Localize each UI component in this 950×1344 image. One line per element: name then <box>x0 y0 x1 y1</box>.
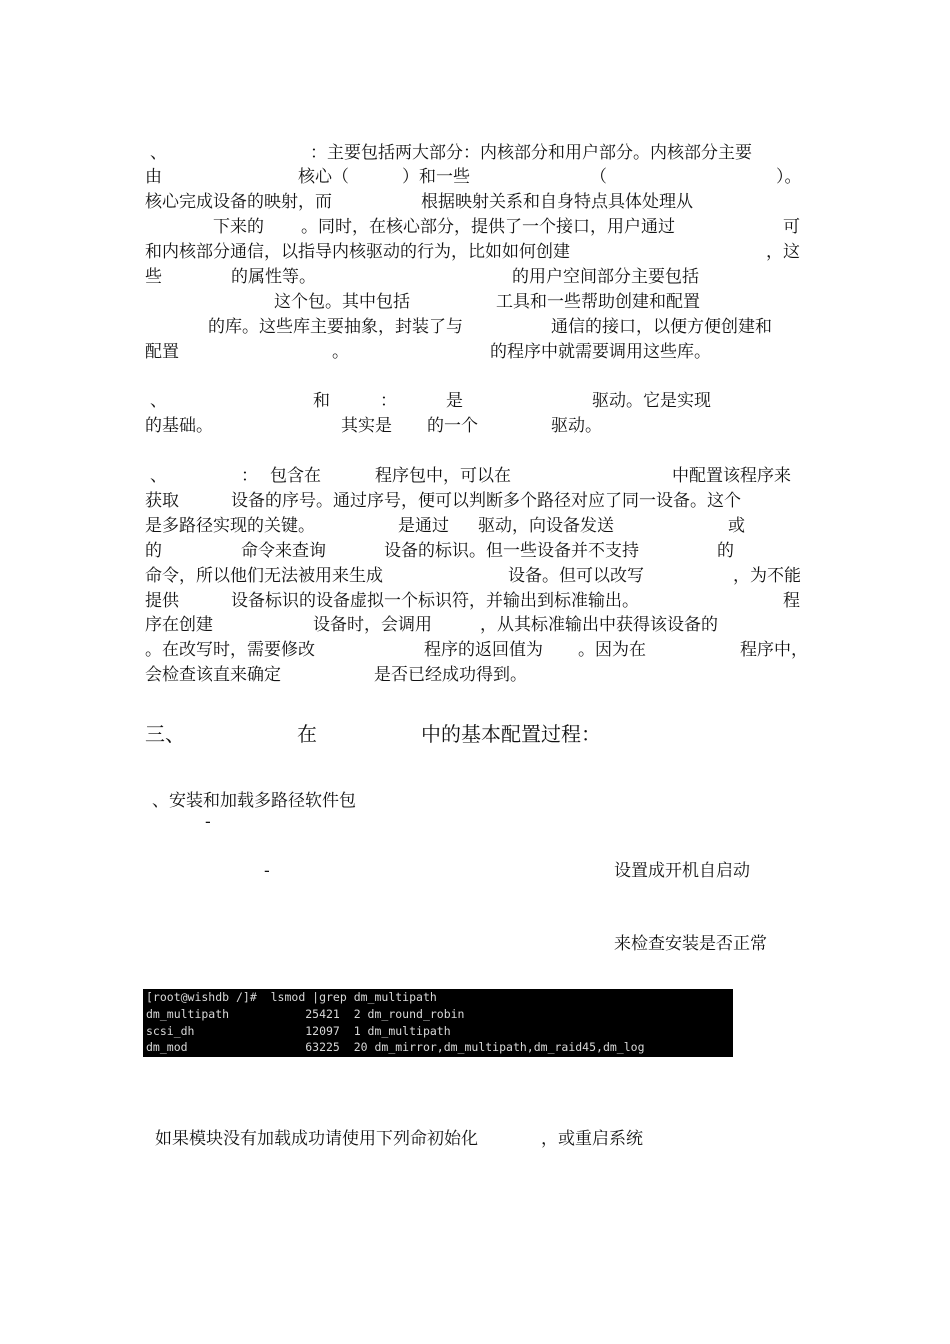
text-fragment: - <box>205 812 211 832</box>
text-fragment: 和 <box>313 391 330 411</box>
text-fragment: 的一个 <box>427 416 478 436</box>
text-fragment: 和内核部分通信，以指导内核驱动的行为，比如如何创建 <box>145 242 570 262</box>
text-fragment: 序在创建 <box>145 615 213 635</box>
text-fragment: ，从其标准输出中获得该设备的 <box>480 615 718 635</box>
text-fragment: 命令来查询 <box>241 541 326 561</box>
text-fragment: 设置成开机自启动 <box>614 861 750 881</box>
text-fragment: ）和一些 <box>402 167 470 187</box>
text-fragment: 程序包中，可以在 <box>375 466 511 486</box>
text-fragment: 的程序中就需要调用这些库。 <box>490 342 711 362</box>
text-fragment: 工具和一些帮助创建和配置 <box>496 292 700 312</box>
text-fragment: 驱动。 <box>551 416 602 436</box>
terminal-line: dm_mod 63225 20 dm_mirror,dm_multipath,dm_raid45,dm_log <box>146 1040 645 1054</box>
heading-number: 三、 <box>145 722 185 746</box>
text-fragment: 、 <box>150 143 167 163</box>
text-fragment: 。在改写时，需要修改 <box>145 640 315 660</box>
terminal-line: scsi_dh 12097 1 dm_multipath <box>146 1024 451 1038</box>
text-fragment: 的基础。 <box>145 416 213 436</box>
step-title: 、安装和加载多路径软件包 <box>152 791 356 811</box>
text-fragment: 来检查安装是否正常 <box>614 934 767 954</box>
text-fragment: 由 <box>145 167 162 187</box>
text-fragment: 的 <box>145 541 162 561</box>
text-fragment: 、 <box>150 391 167 411</box>
text-fragment: 是通过 <box>398 516 449 536</box>
text-fragment: 设备的标识。但一些设备并不支持 <box>384 541 639 561</box>
text-fragment: 设备时，会调用 <box>313 615 432 635</box>
text-fragment: 的库。这些库主要抽象，封装了与 <box>208 317 463 337</box>
terminal-screenshot <box>143 989 733 1057</box>
text-fragment: 下来的 <box>213 217 264 237</box>
text-fragment: 配置 <box>145 342 179 362</box>
text-fragment: 包含在 <box>270 466 321 486</box>
text-fragment: 中配置该程序来 <box>672 466 791 486</box>
heading-text: 中的基本配置过程： <box>421 722 601 746</box>
text-fragment: 或 <box>728 516 745 536</box>
text-fragment: 命令，所以他们无法被用来生成 <box>145 566 383 586</box>
text-fragment: ，或重启系统 <box>541 1129 643 1149</box>
text-fragment: 其实是 <box>341 416 392 436</box>
text-fragment: 。同时，在核心部分，提供了一个接口，用户通过 <box>301 217 675 237</box>
text-fragment: 核心完成设备的映射，而 <box>145 192 332 212</box>
text-fragment: 是多路径实现的关键。 <box>145 516 315 536</box>
text-fragment: 驱动。它是实现 <box>592 391 711 411</box>
text-fragment: 设备的序号。通过序号，便可以判断多个路径对应了同一设备。这个 <box>231 491 741 511</box>
text-fragment: ，为不能 <box>733 566 801 586</box>
text-fragment: ：主要包括两大部分：内核部分和用户部分。内核部分主要 <box>310 143 752 163</box>
text-fragment: 设备。但可以改写 <box>508 566 644 586</box>
text-fragment: 如果模块没有加载成功请使用下列命初始化 <box>155 1129 478 1149</box>
text-fragment: 的属性等。 <box>231 267 316 287</box>
text-fragment: 核心（ <box>298 167 349 187</box>
text-fragment: ： <box>241 466 258 486</box>
text-fragment: 程序中， <box>740 640 808 660</box>
text-fragment: 些 <box>145 267 162 287</box>
text-fragment: 可 <box>783 217 800 237</box>
text-fragment: 根据映射关系和自身特点具体处理从 <box>421 192 693 212</box>
text-fragment: ）。 <box>776 167 802 187</box>
text-fragment: 的用户空间部分主要包括 <box>512 267 699 287</box>
heading-text: 在 <box>297 722 317 746</box>
text-fragment: ，这 <box>766 242 800 262</box>
terminal-line: dm_multipath 25421 2 dm_round_robin <box>146 1007 465 1021</box>
text-fragment: 的 <box>717 541 734 561</box>
text-fragment: 驱动，向设备发送 <box>478 516 614 536</box>
text-fragment: 这个包。其中包括 <box>274 292 410 312</box>
text-fragment: 程序的返回值为 <box>424 640 543 660</box>
text-fragment: 获取 <box>145 491 179 511</box>
text-fragment: 。因为在 <box>578 640 646 660</box>
text-fragment: 。 <box>332 342 349 362</box>
text-fragment: 、 <box>150 466 167 486</box>
text-fragment: 通信的接口，以便方便创建和 <box>551 317 772 337</box>
text-fragment: 是 <box>446 391 463 411</box>
text-fragment: 是否已经成功得到。 <box>374 665 527 685</box>
text-fragment: 会检查该直来确定 <box>145 665 281 685</box>
text-fragment: 提供 <box>145 591 179 611</box>
text-fragment: - <box>264 861 270 881</box>
text-fragment: （ <box>590 167 607 187</box>
text-fragment: 程 <box>783 591 800 611</box>
text-fragment: ： <box>380 391 397 411</box>
text-fragment: 设备标识的设备虚拟一个标识符，并输出到标准输出。 <box>231 591 639 611</box>
terminal-line: [root@wishdb /]# lsmod |grep dm_multipath <box>146 990 437 1004</box>
